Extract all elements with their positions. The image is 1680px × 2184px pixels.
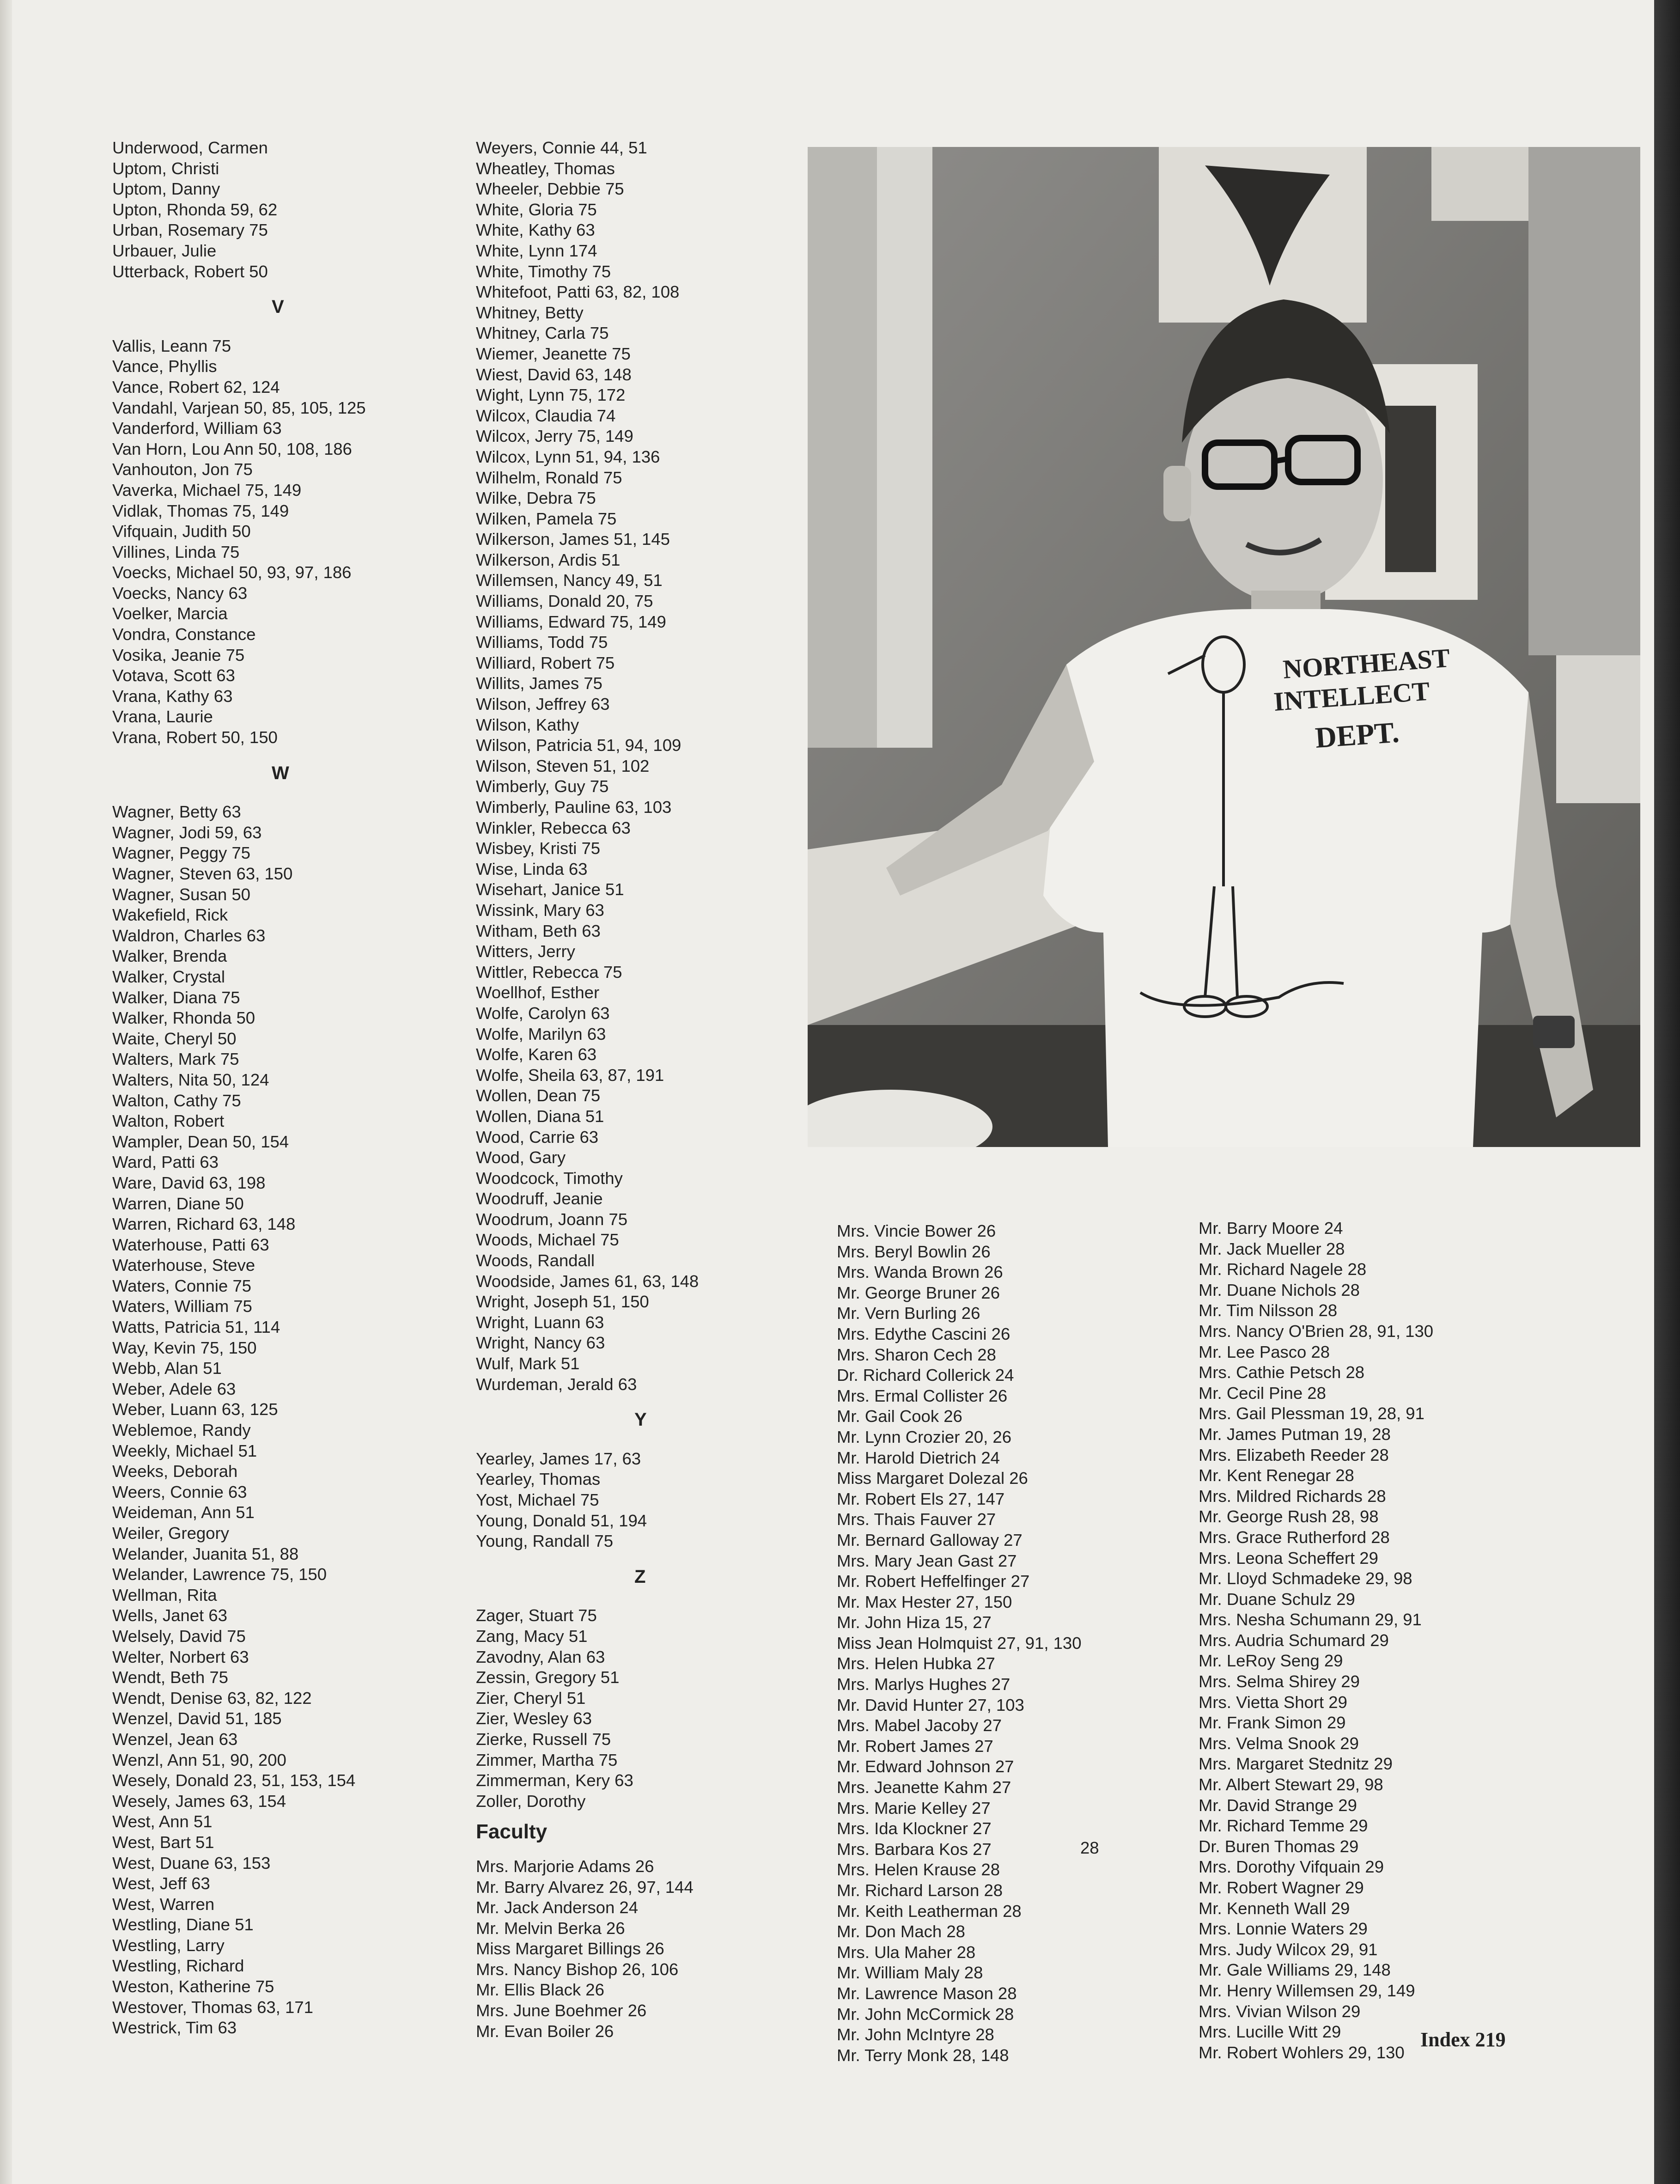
index-entry: Mrs. Velma Snook 29 — [1199, 1733, 1359, 1753]
index-entry: Westling, Diane 51 — [112, 1915, 254, 1934]
index-entry: Mr. Lawrence Mason 28 — [837, 1983, 1017, 2003]
index-entry: Mr. Frank Simon 29 — [1199, 1713, 1346, 1733]
index-entry: Mr. Terry Monk 28, 148 — [837, 2045, 1009, 2065]
index-entry: Young, Randall 75 — [476, 1531, 613, 1551]
index-entry: Wilken, Pamela 75 — [476, 509, 617, 528]
index-entry: Witham, Beth 63 — [476, 921, 601, 940]
index-entry: Mrs. Nesha Schumann 29, 91 — [1199, 1610, 1422, 1629]
index-entry: White, Lynn 174 — [476, 241, 597, 260]
index-entry: Waldron, Charles 63 — [112, 926, 266, 945]
teacher-photo-illustration — [808, 147, 1640, 1147]
index-entry: Wesely, James 63, 154 — [112, 1791, 286, 1811]
index-column-3 — [837, 1221, 1082, 2066]
letter-heading-y: Y — [634, 1409, 647, 1430]
index-entry: Mr. George Bruner 26 — [837, 1283, 1000, 1302]
stray-page-number: 28 — [1080, 1838, 1099, 1857]
index-entry: Mrs. Grace Rutherford 28 — [1199, 1527, 1390, 1547]
index-entry: Watts, Patricia 51, 114 — [112, 1318, 280, 1337]
index-entry: Wilkerson, James 51, 145 — [476, 530, 670, 549]
index-entry: Mrs. Edythe Cascini 26 — [837, 1324, 1010, 1343]
index-entry: Walton, Robert — [112, 1111, 225, 1131]
index-entry: Mr. David Strange 29 — [1199, 1795, 1357, 1815]
index-entry: Wise, Linda 63 — [476, 859, 588, 878]
letter-heading-w: W — [272, 763, 289, 783]
index-entry: Wilhelm, Ronald 75 — [476, 468, 622, 487]
index-entry: White, Timothy 75 — [476, 262, 611, 281]
index-entry: Miss Margaret Billings 26 — [476, 1939, 664, 1958]
index-entry: Walton, Cathy 75 — [112, 1091, 241, 1110]
index-entry: Mr. Barry Alvarez 26, 97, 144 — [476, 1877, 694, 1897]
index-entry: Wenzel, Jean 63 — [112, 1729, 238, 1749]
index-entry: Mr. Robert Wohlers 29, 130 — [1199, 2043, 1405, 2062]
index-entry: Mr. Cecil Pine 28 — [1199, 1383, 1326, 1403]
index-entry: Vosika, Jeanie 75 — [112, 645, 245, 665]
index-entry: Zimmer, Martha 75 — [476, 1750, 618, 1769]
index-entry: Mrs. Thais Fauver 27 — [837, 1510, 996, 1529]
entries-faculty-part3 — [1199, 1218, 1433, 2063]
index-entry: Wissink, Mary 63 — [476, 900, 604, 920]
index-entry: Villines, Linda 75 — [112, 542, 240, 561]
index-entry: Mr. Duane Nichols 28 — [1199, 1280, 1360, 1299]
index-entry: Zessin, Gregory 51 — [476, 1668, 620, 1687]
index-entry: Mr. Tim Nilsson 28 — [1199, 1301, 1338, 1320]
index-entry: Zager, Stuart 75 — [476, 1606, 597, 1625]
index-entry: Wright, Nancy 63 — [476, 1333, 605, 1353]
index-entry: Wimberly, Pauline 63, 103 — [476, 798, 672, 817]
index-entry: Walker, Brenda — [112, 946, 227, 966]
index-entry: Mr. Gale Williams 29, 148 — [1199, 1960, 1391, 1980]
index-entry: Williams, Donald 20, 75 — [476, 592, 653, 611]
index-entry: Wendt, Denise 63, 82, 122 — [112, 1688, 312, 1708]
index-entry: Yearley, James 17, 63 — [476, 1449, 641, 1468]
index-entry: Vifquain, Judith 50 — [112, 522, 251, 541]
index-entry: Zimmerman, Kery 63 — [476, 1771, 633, 1790]
index-entry: Mrs. Barbara Kos 27 — [837, 1839, 992, 1859]
index-entry: Wakefield, Rick — [112, 905, 228, 925]
index-entry: Mr. Robert Heffelfinger 27 — [837, 1572, 1030, 1591]
index-entry: Wilcox, Lynn 51, 94, 136 — [476, 447, 660, 466]
book-cover-edge — [1654, 0, 1680, 2184]
index-entry: Mr. David Hunter 27, 103 — [837, 1695, 1024, 1714]
index-entry: Mrs. Ula Maher 28 — [837, 1942, 976, 1962]
index-entry: West, Bart 51 — [112, 1832, 214, 1852]
index-entry: Mr. Don Mach 28 — [837, 1922, 965, 1941]
index-entry: Underwood, Carmen — [112, 138, 268, 157]
index-entry: Walker, Diana 75 — [112, 988, 240, 1007]
index-entry: Westover, Thomas 63, 171 — [112, 1997, 313, 2017]
index-entry: Mrs. Vietta Short 29 — [1199, 1692, 1347, 1712]
index-entry: Woodcock, Timothy — [476, 1168, 623, 1188]
index-entry: Voecks, Nancy 63 — [112, 583, 248, 603]
index-entry: Woodruff, Jeanie — [476, 1189, 603, 1208]
index-entry: Uptom, Christi — [112, 159, 219, 178]
index-entry: Willits, James 75 — [476, 674, 603, 693]
index-entry: Vallis, Leann 75 — [112, 336, 231, 355]
index-entry: Mr. Lynn Crozier 20, 26 — [837, 1427, 1012, 1446]
index-entry: Williard, Robert 75 — [476, 653, 615, 672]
entries-v — [112, 336, 366, 748]
index-entry: Welsely, David 75 — [112, 1626, 246, 1646]
index-entry: Westling, Larry — [112, 1935, 225, 1955]
index-entry: Weers, Connie 63 — [112, 1482, 247, 1501]
index-entry: Wolfe, Sheila 63, 87, 191 — [476, 1065, 664, 1085]
index-entry: Mrs. Elizabeth Reeder 28 — [1199, 1445, 1389, 1464]
index-entry: Waterhouse, Steve — [112, 1256, 256, 1275]
index-entry: Mr. Lee Pasco 28 — [1199, 1342, 1330, 1361]
index-entry: West, Warren — [112, 1894, 215, 1914]
entries-z — [476, 1605, 699, 1812]
index-entry: Wittler, Rebecca 75 — [476, 962, 622, 982]
index-entry: Waters, William 75 — [112, 1297, 252, 1316]
index-entry: Vondra, Constance — [112, 625, 256, 644]
page-gutter-shadow — [0, 0, 12, 2184]
index-entry: Mrs. Nancy O'Brien 28, 91, 130 — [1199, 1321, 1434, 1341]
index-entry: West, Duane 63, 153 — [112, 1853, 271, 1873]
index-entry: Weiler, Gregory — [112, 1524, 229, 1543]
index-entry: Wight, Lynn 75, 172 — [476, 385, 626, 405]
index-entry: Walters, Mark 75 — [112, 1049, 239, 1069]
index-entry: Mrs. Mildred Richards 28 — [1199, 1486, 1386, 1506]
faculty-heading: Faculty — [476, 1820, 548, 1843]
index-entry: Vrana, Robert 50, 150 — [112, 728, 278, 747]
index-entry: Weekly, Michael 51 — [112, 1441, 257, 1460]
index-entry: White, Gloria 75 — [476, 200, 597, 219]
index-entry: Mr. George Rush 28, 98 — [1199, 1507, 1379, 1526]
index-entry: Woodside, James 61, 63, 148 — [476, 1271, 699, 1291]
index-entry: Wright, Joseph 51, 150 — [476, 1292, 649, 1312]
index-entry: Wilson, Patricia 51, 94, 109 — [476, 736, 682, 755]
index-entry: Wheeler, Debbie 75 — [476, 179, 624, 199]
index-entry: Mr. Evan Boiler 26 — [476, 2021, 614, 2041]
index-entry: Mr. John McCormick 28 — [837, 2004, 1014, 2024]
index-entry: Wiemer, Jeanette 75 — [476, 344, 631, 363]
index-entry: Wilson, Kathy — [476, 715, 579, 734]
index-entry: Wagner, Peggy 75 — [112, 843, 250, 863]
index-entry: Westling, Richard — [112, 1956, 244, 1976]
index-entry: Weber, Adele 63 — [112, 1379, 236, 1398]
index-entry: Welander, Lawrence 75, 150 — [112, 1565, 327, 1584]
index-entry: Mrs. Ermal Collister 26 — [837, 1386, 1008, 1405]
index-entry: Vidlak, Thomas 75, 149 — [112, 501, 289, 520]
index-entry: Welander, Juanita 51, 88 — [112, 1544, 299, 1563]
entries-faculty-part2 — [837, 1221, 1082, 2066]
index-entry: Mrs. June Boehmer 26 — [476, 2001, 647, 2020]
index-entry: Woods, Randall — [476, 1251, 595, 1270]
index-entry: Wolfe, Karen 63 — [476, 1045, 597, 1064]
index-entry: Walker, Crystal — [112, 967, 225, 986]
index-entry: Wells, Janet 63 — [112, 1606, 227, 1625]
index-entry: Mrs. Mary Jean Gast 27 — [837, 1551, 1017, 1570]
index-entry: Wilcox, Claudia 74 — [476, 406, 616, 425]
index-entry: Zierke, Russell 75 — [476, 1729, 611, 1749]
index-entry: Mrs. Jeanette Kahm 27 — [837, 1778, 1011, 1797]
index-entry: Wagner, Betty 63 — [112, 802, 241, 822]
index-entry: Walters, Nita 50, 124 — [112, 1070, 269, 1089]
index-entry: Miss Jean Holmquist 27, 91, 130 — [837, 1633, 1082, 1653]
index-entry: Mr. Kent Renegar 28 — [1199, 1466, 1354, 1485]
index-entry: Wesely, Donald 23, 51, 153, 154 — [112, 1771, 356, 1790]
index-entry: Mr. Robert Els 27, 147 — [837, 1489, 1005, 1508]
index-entry: Warren, Richard 63, 148 — [112, 1214, 296, 1234]
index-entry: Wood, Gary — [476, 1148, 566, 1167]
index-entry: Mr. Richard Temme 29 — [1199, 1816, 1368, 1836]
index-entry: Young, Donald 51, 194 — [476, 1511, 647, 1530]
index-entry: Mrs. Ida Klockner 27 — [837, 1819, 992, 1838]
index-entry: Mr. Albert Stewart 29, 98 — [1199, 1775, 1383, 1794]
index-entry: Wulf, Mark 51 — [476, 1354, 580, 1373]
index-entry: Vaverka, Michael 75, 149 — [112, 480, 302, 500]
index-entry: Mr. Richard Nagele 28 — [1199, 1260, 1367, 1279]
index-entry: Zang, Macy 51 — [476, 1626, 588, 1646]
index-entry: Woellhof, Esther — [476, 983, 600, 1002]
index-entry: Mr. LeRoy Seng 29 — [1199, 1651, 1343, 1671]
letter-heading-z: Z — [634, 1566, 646, 1587]
index-entry: Ward, Patti 63 — [112, 1153, 219, 1172]
index-entry: Wilke, Debra 75 — [476, 488, 596, 508]
index-entry: Mrs. Marlys Hughes 27 — [837, 1675, 1010, 1694]
index-entry: Votava, Scott 63 — [112, 666, 235, 685]
index-entry: Mr. Kenneth Wall 29 — [1199, 1898, 1350, 1918]
index-entry: Waterhouse, Patti 63 — [112, 1235, 269, 1254]
index-entry: West, Ann 51 — [112, 1812, 213, 1831]
index-entry: Winkler, Rebecca 63 — [476, 818, 631, 837]
index-entry: Mrs. Vivian Wilson 29 — [1199, 2001, 1361, 2021]
index-entry: Mrs. Vincie Bower 26 — [837, 1221, 996, 1240]
index-entry: Mrs. Judy Wilcox 29, 91 — [1199, 1940, 1378, 1959]
shirt-text-line3: DEPT. — [1314, 715, 1400, 754]
index-entry: Wollen, Diana 51 — [476, 1106, 604, 1126]
index-entry: Zier, Wesley 63 — [476, 1709, 592, 1728]
index-entry: Wolfe, Marilyn 63 — [476, 1024, 606, 1043]
index-entry: Zier, Cheryl 51 — [476, 1688, 586, 1708]
index-entry: Weideman, Ann 51 — [112, 1503, 255, 1522]
shirt-text-line1: NORTHEAST — [1282, 642, 1451, 684]
index-entry: Weston, Katherine 75 — [112, 1977, 274, 1996]
index-entry: Mrs. Mabel Jacoby 27 — [837, 1716, 1002, 1735]
index-entry: Mr. Bernard Galloway 27 — [837, 1530, 1023, 1550]
index-entry: Mrs. Beryl Bowlin 26 — [837, 1242, 991, 1261]
index-entry: Weyers, Connie 44, 51 — [476, 138, 647, 157]
index-entry: Wagner, Jodi 59, 63 — [112, 823, 262, 842]
index-entry: Dr. Buren Thomas 29 — [1199, 1836, 1359, 1856]
index-entry: Mr. Lloyd Schmadeke 29, 98 — [1199, 1569, 1412, 1588]
index-entry: Mr. Edward Johnson 27 — [837, 1757, 1014, 1776]
index-entry: Yost, Michael 75 — [476, 1490, 599, 1509]
index-entry: Wagner, Steven 63, 150 — [112, 864, 293, 883]
index-entry: Mr. Richard Larson 28 — [837, 1881, 1003, 1900]
index-entry: Wurdeman, Jerald 63 — [476, 1374, 637, 1394]
index-entry: Woodrum, Joann 75 — [476, 1209, 628, 1229]
index-entry: Wendt, Beth 75 — [112, 1668, 228, 1687]
index-entry: Woods, Michael 75 — [476, 1230, 619, 1250]
index-entry: Mrs. Helen Krause 28 — [837, 1860, 1000, 1879]
index-entry: Mr. Harold Dietrich 24 — [837, 1448, 1000, 1467]
index-entry: Wilson, Jeffrey 63 — [476, 695, 610, 714]
index-column-1 — [112, 138, 366, 2038]
index-entry: Whitney, Carla 75 — [476, 323, 609, 343]
index-entry: Mrs. Marie Kelley 27 — [837, 1798, 991, 1818]
index-entry: Mr. James Putman 19, 28 — [1199, 1424, 1391, 1444]
index-entry: Wilcox, Jerry 75, 149 — [476, 427, 633, 446]
index-entry: Wellman, Rita — [112, 1585, 217, 1604]
index-entry: Yearley, Thomas — [476, 1470, 601, 1489]
entries-w-part1 — [112, 802, 366, 2038]
index-entry: Wimberly, Guy 75 — [476, 777, 609, 796]
index-entry: Mrs. Marjorie Adams 26 — [476, 1856, 654, 1876]
index-entry: Mrs. Selma Shirey 29 — [1199, 1672, 1360, 1691]
index-entry: Mr. Robert James 27 — [837, 1736, 993, 1756]
index-entry: Wilkerson, Ardis 51 — [476, 550, 621, 569]
index-entry: Mrs. Lucille Witt 29 — [1199, 2022, 1341, 2042]
index-entry: Wollen, Dean 75 — [476, 1086, 601, 1105]
index-entry: Zavodny, Alan 63 — [476, 1647, 605, 1666]
index-entry: Vanhouton, Jon 75 — [112, 460, 253, 479]
index-entry: Upton, Rhonda 59, 62 — [112, 200, 278, 219]
index-entry: Mr. Ellis Black 26 — [476, 1980, 604, 2000]
index-entry: Mr. Henry Willemsen 29, 149 — [1199, 1981, 1415, 2000]
index-entry: Wolfe, Carolyn 63 — [476, 1003, 610, 1023]
index-entry: Wilson, Steven 51, 102 — [476, 756, 650, 775]
index-entry: Vance, Phyllis — [112, 357, 217, 376]
index-entry: Mr. John McIntyre 28 — [837, 2025, 994, 2044]
index-entry: Whitney, Betty — [476, 303, 584, 322]
entries-w-part2 — [476, 138, 699, 1395]
index-entry: Wood, Carrie 63 — [476, 1127, 599, 1147]
index-entry: Weeks, Deborah — [112, 1462, 238, 1481]
index-entry: Dr. Richard Collerick 24 — [837, 1366, 1014, 1385]
index-entry: Vrana, Kathy 63 — [112, 686, 233, 706]
index-entry: Mrs. Audria Schumard 29 — [1199, 1630, 1389, 1650]
index-entry: Van Horn, Lou Ann 50, 108, 186 — [112, 439, 352, 458]
index-entry: Wheatley, Thomas — [476, 159, 615, 178]
index-entry: Mrs. Nancy Bishop 26, 106 — [476, 1959, 679, 1979]
index-entry: Mr. Barry Moore 24 — [1199, 1219, 1343, 1238]
index-entry: Mrs. Lonnie Waters 29 — [1199, 1919, 1368, 1939]
index-entry: Voecks, Michael 50, 93, 97, 186 — [112, 563, 352, 582]
index-entry: Utterback, Robert 50 — [112, 262, 268, 281]
index-entry: Mr. Vern Burling 26 — [837, 1304, 980, 1323]
index-entry: Wright, Luann 63 — [476, 1312, 604, 1332]
index-entry: Voelker, Marcia — [112, 604, 228, 623]
page-folio: Index 219 — [1420, 2028, 1506, 2051]
entries-faculty-part1 — [476, 1856, 699, 2042]
index-entry: Welter, Norbert 63 — [112, 1647, 249, 1666]
index-entry: Williams, Edward 75, 149 — [476, 612, 666, 631]
index-entry: Mrs. Sharon Cech 28 — [837, 1345, 996, 1364]
index-entry: Mrs. Margaret Stednitz 29 — [1199, 1754, 1393, 1774]
letter-heading-v: V — [272, 297, 284, 317]
index-entry: Way, Kevin 75, 150 — [112, 1338, 257, 1357]
index-entry: Mrs. Helen Hubka 27 — [837, 1654, 995, 1673]
index-entry: Mr. John Hiza 15, 27 — [837, 1613, 992, 1632]
index-entry: Wiest, David 63, 148 — [476, 365, 632, 384]
index-entry: Whitefoot, Patti 63, 82, 108 — [476, 282, 680, 302]
index-entry: Vanderford, William 63 — [112, 419, 282, 438]
index-entry: Weber, Luann 63, 125 — [112, 1400, 278, 1419]
index-entry: Urbauer, Julie — [112, 241, 217, 260]
entries-u — [112, 138, 366, 282]
index-entry: Uptom, Danny — [112, 179, 220, 199]
index-entry: Warren, Diane 50 — [112, 1194, 244, 1213]
index-entry: Urban, Rosemary 75 — [112, 220, 268, 240]
index-entry: Mrs. Leona Scheffert 29 — [1199, 1548, 1378, 1568]
index-entry: Vandahl, Varjean 50, 85, 105, 125 — [112, 398, 366, 417]
index-entry: Webb, Alan 51 — [112, 1359, 222, 1378]
index-entry: Mr. Melvin Berka 26 — [476, 1918, 625, 1938]
index-entry: Mr. Gail Cook 26 — [837, 1407, 962, 1426]
index-entry: White, Kathy 63 — [476, 220, 595, 240]
index-entry: Miss Margaret Dolezal 26 — [837, 1469, 1028, 1488]
index-entry: Mr. Jack Anderson 24 — [476, 1898, 638, 1917]
index-entry: Mr. Max Hester 27, 150 — [837, 1592, 1012, 1611]
index-entry: Witters, Jerry — [476, 942, 575, 961]
index-entry: Mrs. Gail Plessman 19, 28, 91 — [1199, 1404, 1424, 1423]
index-column-4 — [1199, 1218, 1433, 2063]
index-entry: West, Jeff 63 — [112, 1874, 210, 1893]
index-entry: Ware, David 63, 198 — [112, 1173, 266, 1192]
index-entry: Wagner, Susan 50 — [112, 885, 250, 904]
index-entry: Wenzl, Ann 51, 90, 200 — [112, 1750, 286, 1769]
index-entry: Mrs. Dorothy Vifquain 29 — [1199, 1857, 1384, 1877]
index-entry: Wisbey, Kristi 75 — [476, 839, 601, 858]
shirt-text-line2: INTELLECT — [1272, 676, 1431, 717]
index-entry: Mrs. Cathie Petsch 28 — [1199, 1363, 1365, 1382]
teacher-photo — [808, 147, 1640, 1147]
index-entry: Mr. Robert Wagner 29 — [1199, 1878, 1364, 1897]
index-entry: Wisehart, Janice 51 — [476, 880, 624, 899]
index-entry: Mr. William Maly 28 — [837, 1963, 983, 1983]
index-entry: Mr. Duane Schulz 29 — [1199, 1589, 1355, 1609]
index-entry: Willemsen, Nancy 49, 51 — [476, 571, 663, 590]
index-entry: Vance, Robert 62, 124 — [112, 377, 280, 397]
entries-y — [476, 1449, 699, 1552]
index-entry: Westrick, Tim 63 — [112, 2018, 237, 2038]
index-entry: Weblemoe, Randy — [112, 1421, 251, 1440]
index-entry: Mr. Keith Leatherman 28 — [837, 1901, 1022, 1921]
index-entry: Walker, Rhonda 50 — [112, 1008, 256, 1028]
index-entry: Mrs. Wanda Brown 26 — [837, 1263, 1003, 1282]
index-entry: Williams, Todd 75 — [476, 633, 608, 652]
index-entry: Wampler, Dean 50, 154 — [112, 1132, 289, 1151]
index-entry: Vrana, Laurie — [112, 707, 213, 726]
index-entry: Waite, Cheryl 50 — [112, 1029, 237, 1048]
index-entry: Mr. Jack Mueller 28 — [1199, 1239, 1345, 1258]
index-column-2 — [476, 138, 699, 2042]
index-entry: Wenzel, David 51, 185 — [112, 1709, 282, 1728]
index-entry: Waters, Connie 75 — [112, 1276, 251, 1295]
index-entry: Zoller, Dorothy — [476, 1791, 586, 1811]
